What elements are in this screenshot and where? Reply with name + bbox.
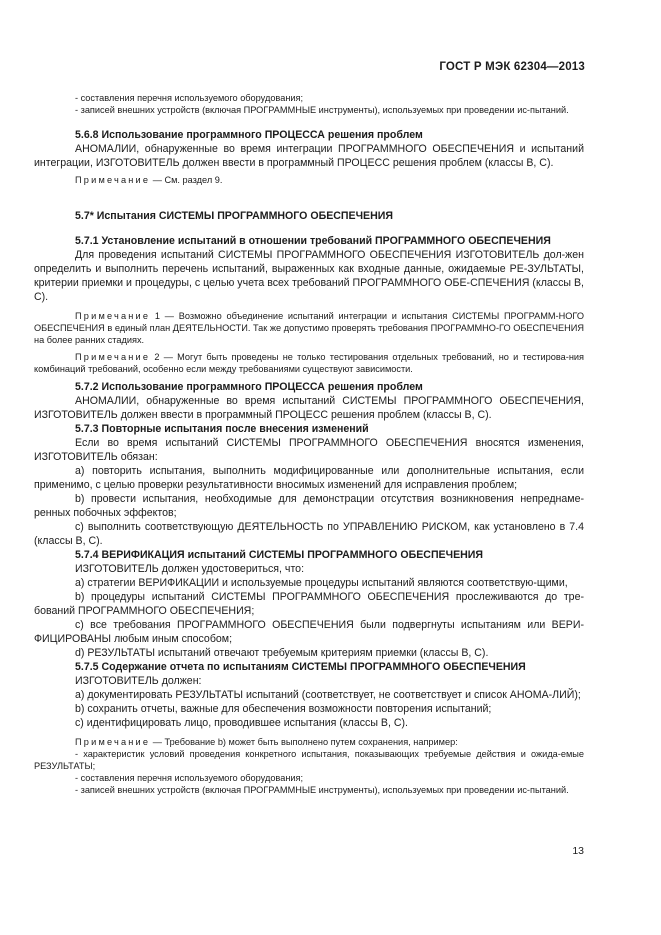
paragraph: ИЗГОТОВИТЕЛЬ должен: xyxy=(75,675,202,687)
section-heading-5-7-4: 5.7.4 ВЕРИФИКАЦИЯ испытаний СИСТЕМЫ ПРОГРАММНОГО ОБЕСПЕЧЕНИЯ xyxy=(75,549,484,561)
note xyxy=(34,736,584,748)
list-item: a) документировать РЕЗУЛЬТАТЫ испытаний (соответствует, не соответствует и список АНОМА-ЛИЙ); xyxy=(75,689,581,701)
list-item: b) провести испытания, необходимые для демонстрации отсутствия возникновения непреднаме-ренных побочных эффектов; xyxy=(34,493,584,519)
note xyxy=(34,174,584,186)
section-heading-5-7-2: 5.7.2 Использование программного ПРОЦЕССА решения проблем xyxy=(75,381,423,393)
page-number: 13 xyxy=(572,845,584,857)
list-item: c) выполнить соответствующую ДЕЯТЕЛЬНОСТЬ по УПРАВЛЕНИЮ РИСКОМ, как установлено в 7.4 (классы B, C). xyxy=(34,521,584,547)
paragraph: АНОМАЛИИ, обнаруженные во время испытаний СИСТЕМЫ ПРОГРАММНОГО ОБЕСПЕЧЕНИЯ, ИЗГОТОВИТЕЛЬ должен ввести в программный ПРОЦЕСС решения проблем (классы B, C). xyxy=(34,395,584,421)
note-label: Примечание xyxy=(75,352,151,362)
note-text: 1 — Возможно объединение испытаний интеграции и испытания СИСТЕМЫ ПРОГРАММ-НОГО ОБЕСПЕЧЕНИЯ в единый план ДЕЯТЕЛЬНОСТИ. Так же допустимо проверять требования ПРОГРАММНО-ГО ОБЕСПЕЧЕНИЯ на более ранних стадиях. xyxy=(34,311,584,345)
list-item: - записей внешних устройств (включая ПРОГРАММНЫЕ инструменты), используемых при проведении ис-пытаний. xyxy=(75,105,569,115)
list-item: d) РЕЗУЛЬТАТЫ испытаний отвечают требуемым критериям приемки (классы B, C). xyxy=(75,647,489,659)
document-header: ГОСТ Р МЭК 62304—2013 xyxy=(439,61,585,73)
section-heading-5-7-5: 5.7.5 Содержание отчета по испытаниям СИСТЕМЫ ПРОГРАММНОГО ОБЕСПЕЧЕНИЯ xyxy=(75,661,526,673)
page-body xyxy=(34,92,584,796)
list-item: - характеристик условий проведения конкретного испытания, показывающих требуемые действия и ожида-емые РЕЗУЛЬТАТЫ; xyxy=(34,749,584,771)
section-heading-5-7: 5.7* Испытания СИСТЕМЫ ПРОГРАММНОГО ОБЕСПЕЧЕНИЯ xyxy=(75,210,393,222)
paragraph: Для проведения испытаний СИСТЕМЫ ПРОГРАММНОГО ОБЕСПЕЧЕНИЯ ИЗГОТОВИТЕЛЬ дол-жен определить и выполнить перечень испытаний, выраженных как входные данные, ожидаемые РЕ-ЗУЛЬТАТЫ, критерии приемки и процедуры, с целью учета всех требований ПРОГРАММНОГО ОБЕ-СПЕЧЕНИЯ (классы B, C). xyxy=(34,249,584,303)
paragraph: АНОМАЛИИ, обнаруженные во время интеграции ПРОГРАММНОГО ОБЕСПЕЧЕНИЯ и испытаний интеграции, ИЗГОТОВИТЕЛЬ должен ввести в программный ПРОЦЕСС решения проблем (классы B, C). xyxy=(34,143,584,169)
section-heading-5-6-8: 5.6.8 Использование программного ПРОЦЕССА решения проблем xyxy=(75,129,423,141)
list-item: - составления перечня используемого оборудования; xyxy=(75,773,304,783)
section-heading-5-7-3: 5.7.3 Повторные испытания после внесения изменений xyxy=(75,423,369,435)
section-heading-5-7-1: 5.7.1 Установление испытаний в отношении требований ПРОГРАММНОГО ОБЕСПЕЧЕНИЯ xyxy=(75,235,551,247)
list-item: - составления перечня используемого оборудования; xyxy=(75,93,304,103)
note xyxy=(34,310,584,346)
paragraph: Если во время испытаний СИСТЕМЫ ПРОГРАММНОГО ОБЕСПЕЧЕНИЯ вносятся изменения, ИЗГОТОВИТЕЛЬ обязан: xyxy=(34,437,584,463)
note-label: Примечание xyxy=(75,175,151,185)
list-item: b) сохранить отчеты, важные для обеспечения возможности повторения испытаний; xyxy=(75,703,492,715)
list-item: b) процедуры испытаний СИСТЕМЫ ПРОГРАММНОГО ОБЕСПЕЧЕНИЯ прослеживаются до тре-бований ПРОГРАММНОГО ОБЕСПЕЧЕНИЯ; xyxy=(34,591,584,617)
list-item: c) идентифицировать лицо, проводившее испытания (классы B, C). xyxy=(75,717,408,729)
paragraph: ИЗГОТОВИТЕЛЬ должен удостовериться, что: xyxy=(75,563,305,575)
note xyxy=(34,351,584,375)
list-item: a) стратегии ВЕРИФИКАЦИИ и используемые процедуры испытаний являются соответствую-щими, xyxy=(75,577,568,589)
list-item: - записей внешних устройств (включая ПРОГРАММНЫЕ инструменты), используемых при проведении ис-пытаний. xyxy=(75,785,569,795)
note-label: Примечание xyxy=(75,737,151,747)
note-label: Примечание xyxy=(75,311,151,321)
list-item: a) повторить испытания, выполнить модифицированные или дополнительные испытания, если применимо, с целью проверки результативности вносимых изменений для исправления проблем; xyxy=(34,465,584,491)
note-text: — Требование b) может быть выполнено путем сохранения, например: xyxy=(150,737,458,747)
note-text: — См. раздел 9. xyxy=(150,175,223,185)
list-item: c) все требования ПРОГРАММНОГО ОБЕСПЕЧЕНИЯ были подвергнуты испытаниям или ВЕРИ-ФИЦИРОВАНЫ любым иным способом; xyxy=(34,619,584,645)
note-text: 2 — Могут быть проведены не только тестирования отдельных требований, но и тестирова-ния комбинаций требований, особенно если между требованиями существуют зависимости. xyxy=(34,352,584,374)
